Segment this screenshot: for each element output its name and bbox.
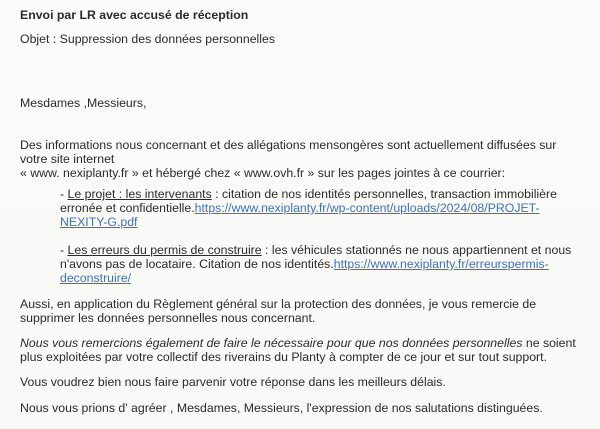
subject-label: Objet : (20, 32, 57, 46)
closing: Nous vous prions d' agréer , Mesdames, Messieurs, l'expression de nos salutations distinguées. (20, 401, 543, 415)
rgpd-line-1: Aussi, en application du Règlement général sur la protection des données, je vous remercie de (20, 297, 537, 311)
intro-line-3: « www. nexiplanty.fr » et hébergé chez « www.ovh.fr » sur les pages jointes à ce courrier: (20, 166, 506, 180)
subject-line (20, 32, 275, 46)
item-2-line-2 (60, 257, 549, 271)
item-1-link[interactable]: https://www.nexiplanty.fr/wp-content/uploads/2024/08/PROJET- (194, 201, 540, 215)
request-line-2: plus exploitées par votre collectif des riverains du Planty à compter de ce jour et sur tout support. (20, 350, 547, 364)
request-italic: Nous vous remercions également de faire le nécessaire pour que nos données personnelles (20, 336, 523, 350)
item-2-dash: - (60, 243, 68, 257)
reply-request: Vous voudrez bien nous faire parvenir votre réponse dans les meilleurs délais. (20, 375, 446, 389)
intro-line-1: Des informations nous concernant et des allégations mensongères sont actuellement diffusées sur (20, 138, 557, 152)
item-2-text: : les véhicules stationnés ne nous appartiennent et nous (261, 243, 572, 257)
rgpd-line-2: supprimer les données personnelles nous concernant. (20, 311, 316, 325)
request-rest: ne soient (522, 336, 576, 350)
item-2-line-1 (60, 243, 571, 257)
item-2-text-2: n'avons pas de locataire. Citation de nos identités. (60, 257, 334, 271)
subject-text: Suppression des données personnelles (59, 32, 276, 46)
item-1-text-2: erronée et confidentielle. (60, 201, 195, 215)
item-1-line-2 (60, 201, 540, 215)
item-1-title: Le projet : les intervenants (67, 187, 212, 201)
item-2-title: Les erreurs du permis de construire (67, 243, 262, 257)
item-1-dash: - (60, 187, 68, 201)
request-line-1 (20, 336, 576, 350)
item-2-link[interactable]: https://www.nexiplanty.fr/erreurspermis- (333, 257, 549, 271)
item-2-link-cont[interactable]: deconstruire/ (60, 271, 132, 285)
salutation: Mesdames ,Messieurs, (20, 96, 147, 110)
item-1-text: : citation de nos identités personnelles, transaction immobilière (211, 187, 557, 201)
intro-line-2: votre site internet (20, 152, 115, 166)
item-1-link-cont[interactable]: NEXITY-G.pdf (60, 215, 138, 229)
sending-mode: Envoi par LR avec accusé de réception (20, 8, 249, 22)
item-1-line-3 (60, 215, 137, 229)
item-2-line-3 (60, 271, 131, 285)
item-1-line-1 (60, 187, 557, 201)
